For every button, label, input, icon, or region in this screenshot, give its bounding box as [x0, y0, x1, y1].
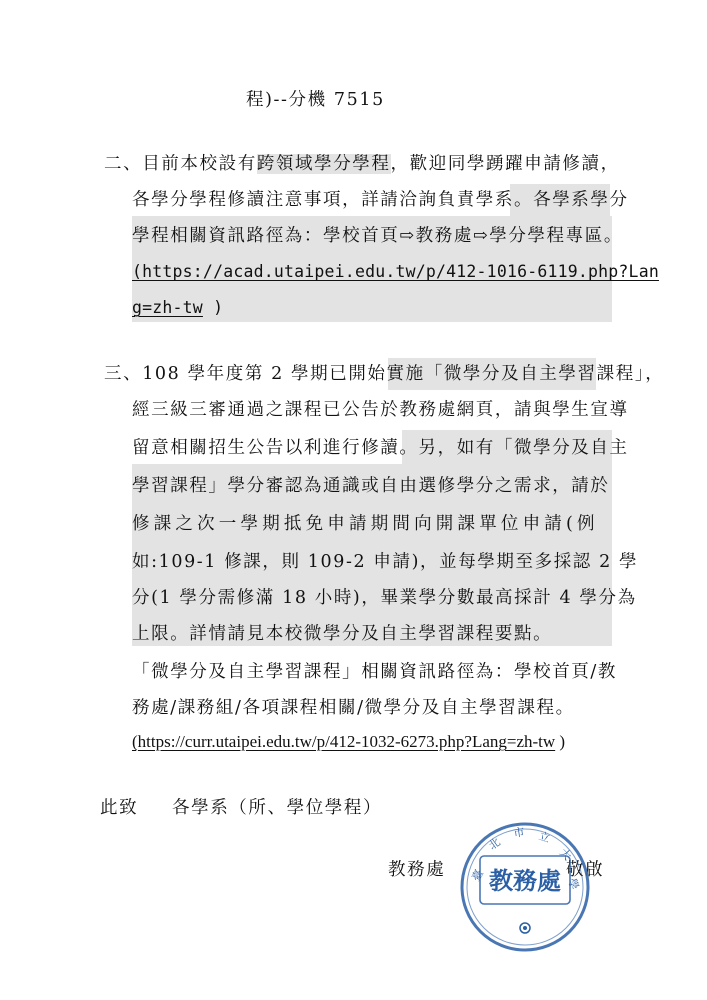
- item3-line2: 經三級三審通過之課程已公告於教務處網頁，請與學生宣導: [132, 400, 629, 420]
- item3-end: ，: [645, 364, 665, 384]
- item3-path-line2: 務處/課務組/各項課程相關/微學分及自主學習課程。: [132, 698, 575, 718]
- item2-line2: [132, 188, 629, 212]
- item3-path-line1: 「微學分及自主學習課程」相關資訊路徑為：學校首頁/教: [132, 662, 617, 682]
- item3-url-text[interactable]: (https://curr.utaipei.edu.tw/p/412-1032-6273.php?Lang=zh-tw: [132, 732, 556, 751]
- item3-line6: 如:109-1 修課，則 109-2 申請)，並每學期至多採認 2 學: [132, 552, 639, 572]
- item2-url-text1[interactable]: (https://acad.utaipei.edu.tw/p/412-1016-6119.php?Lan: [132, 262, 659, 281]
- seal-ring-char-1: 北: [486, 835, 503, 853]
- item2-rest: ，歡迎同學踴躍申請修讀，: [390, 154, 620, 174]
- seal-center-text: 教務處: [489, 866, 561, 895]
- seal-ring-char-3: 立: [537, 829, 552, 846]
- item2-url-text2[interactable]: g=zh-tw: [132, 298, 203, 317]
- sender: 教務處: [388, 860, 446, 880]
- item3-line7: 分(1 學分需修滿 18 小時)，畢業學分數最高採計 4 學分為: [132, 588, 637, 608]
- item3-line3b: 另，如有「微學分及自主: [418, 438, 629, 458]
- respect: 敬啟: [566, 860, 605, 880]
- item2-url-close: ): [202, 298, 224, 317]
- seal-ring-char-4: 大: [556, 845, 574, 863]
- item2-line2a: 各學分學程修讀注意事項，詳請洽詢負責學系。: [132, 190, 534, 210]
- item3-line3a: 留意相關招生公告以利進行修讀。: [132, 438, 419, 458]
- item3-line5: 修課之次一學期抵免申請期間向開課單位申請(例: [132, 514, 599, 534]
- item2-line2b: 各學系學分: [533, 190, 629, 210]
- item2-url-line1[interactable]: [132, 260, 659, 284]
- seal-ring-char-2: 市: [512, 825, 526, 840]
- item2-prefix: 二、目前本校設有: [104, 154, 257, 174]
- recipient: 各學系（所、學位學程）: [172, 798, 383, 818]
- seal-ring-char-0: 臺: [469, 867, 487, 884]
- item2-url-line2[interactable]: [132, 296, 223, 320]
- item3-line4: 學習課程」學分審認為通識或自由選修學分之需求，請於: [132, 476, 610, 496]
- item3-url-close: ): [559, 732, 566, 751]
- item3-prefix: 三、108 學年度第 2 學期已開始實施: [104, 364, 425, 384]
- item2-line3: 學程相關資訊路徑為：學校首頁⇨教務處⇨學分學程專區。: [132, 226, 623, 246]
- item3-url-line[interactable]: [132, 730, 565, 754]
- item2-line1: [104, 152, 620, 176]
- item3-line1: [104, 362, 664, 386]
- official-seal: [458, 820, 592, 954]
- item2-highlight: 跨領域學分學程: [256, 154, 391, 174]
- top-line: 程)--分機 7515: [246, 90, 385, 110]
- item3-line8: 上限。詳情請見本校微學分及自主學習課程要點。: [132, 624, 553, 644]
- salutation: 此致: [100, 798, 139, 818]
- item3-highlight: 「微學分及自主學習課程」: [424, 364, 646, 384]
- seal-ring-char-5: 學: [565, 876, 582, 892]
- item3-line3: [132, 436, 629, 460]
